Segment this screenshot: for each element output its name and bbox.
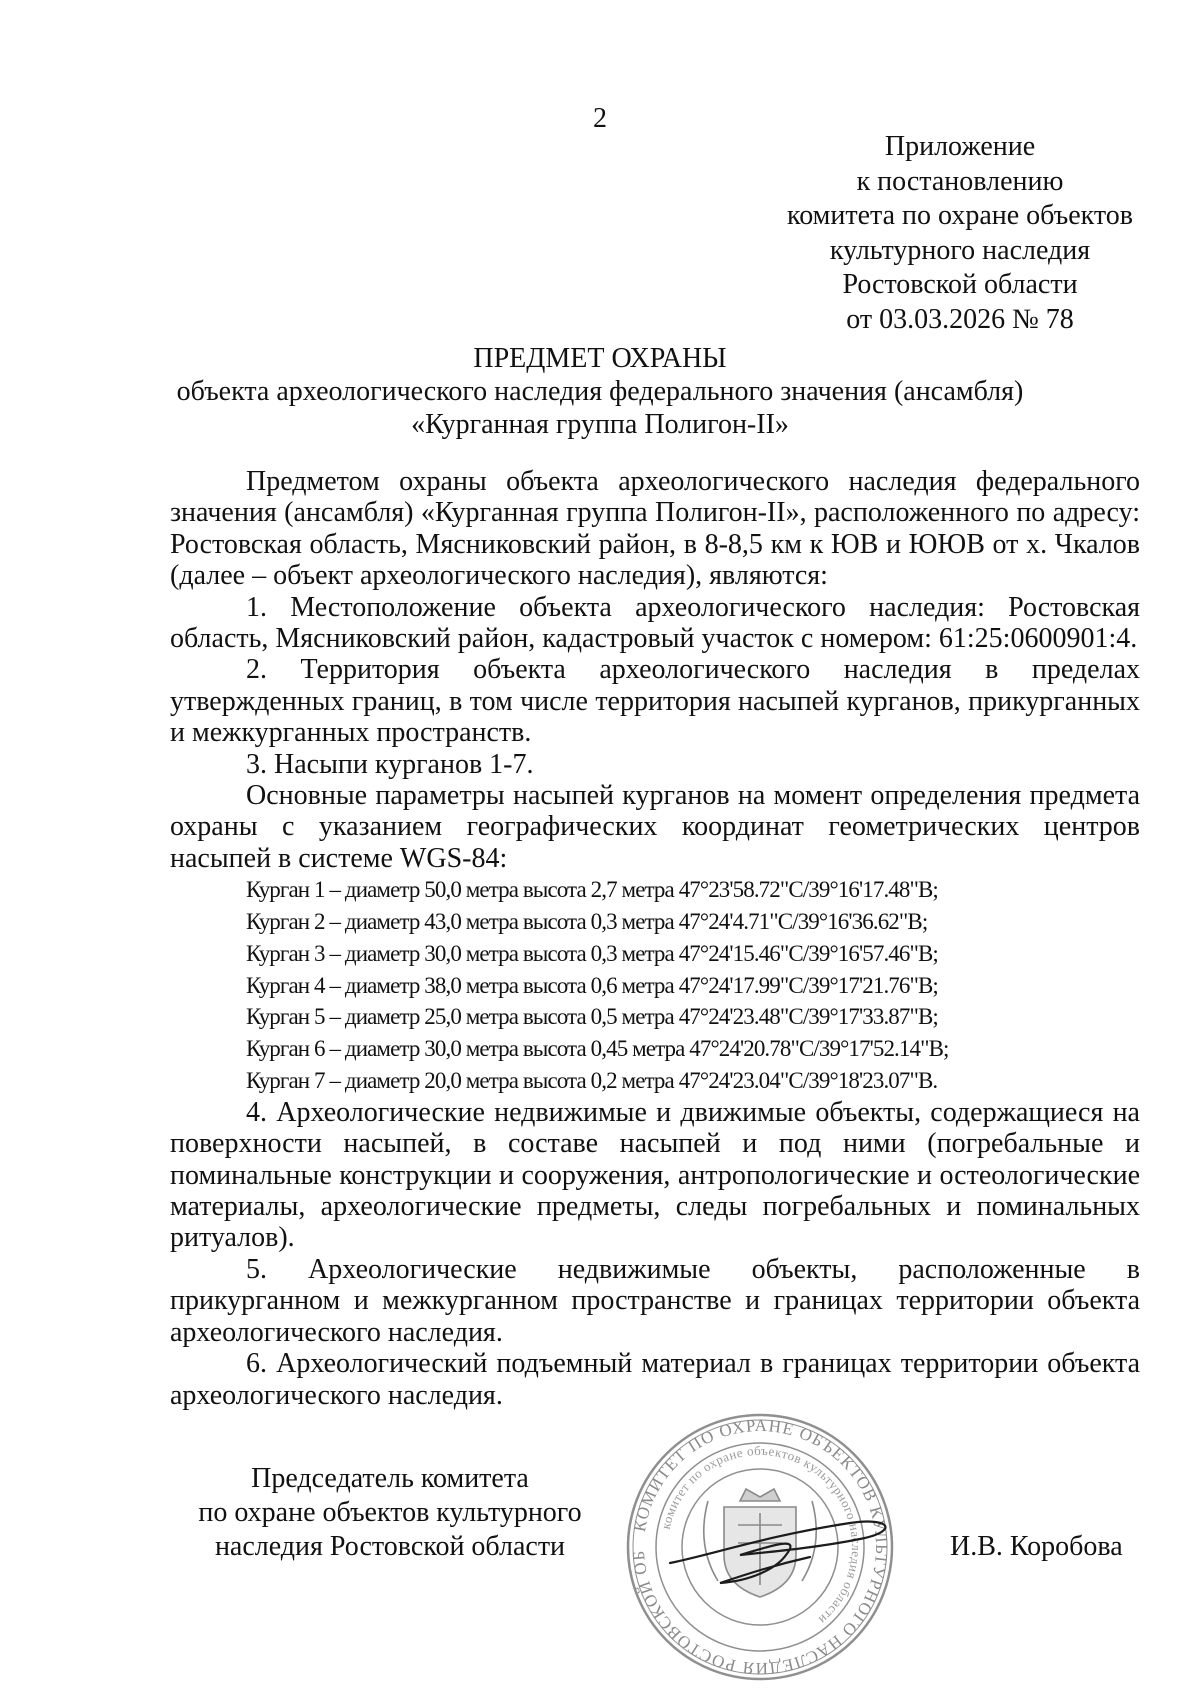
- item-2-paragraph: 2. Территория объекта археологического наследия в пределах утвержденных границ, в том числе территория насыпей курганов, прикурганных и межкурганных пространств.: [170, 654, 1140, 749]
- heading-title: ПРЕДМЕТ ОХРАНЫ: [473, 343, 727, 374]
- intro-paragraph: Предметом охраны объекта археологического наследия федерального значения (ансамбля) «Курганная группа Полигон-II», расположенного по адресу: Ростовская область, Мясниковский район, в 8-8,5 км к ЮВ и ЮЮВ от х. Чкалов (далее – объект археологического наследия), являются:: [170, 466, 1140, 592]
- seal-outer-text: КОМИТЕТ ПО ОХРАНЕ ОБЪЕКТОВ КУЛЬТУРНОГО НАСЛЕДИЯ РОСТОВСКОЙ ОБЛАСТИ: [593, 1390, 892, 1679]
- kurgan-line: Курган 3 – диаметр 30,0 метра высота 0,3 метра 47°24'15.46"С/39°16'57.46"В;: [246, 940, 938, 966]
- signatory-name: И.В. Коробова: [950, 1531, 1123, 1562]
- appendix-date-line: от 03.03.2026 № 78: [846, 303, 1074, 335]
- appendix-line: Ростовской области: [842, 269, 1078, 300]
- item-1-paragraph: 1. Местоположение объекта археологического наследия: Ростовская область, Мясниковский район, кадастровый участок с номером: 61:25:0600901:4.: [170, 591, 1140, 655]
- appendix-block: [720, 130, 1200, 337]
- position-line: Председатель комитета: [251, 1463, 529, 1494]
- appendix-line: к постановлению: [856, 165, 1064, 197]
- kurgan-line: Курган 6 – диаметр 30,0 метра высота 0,45 метра 47°24'20.78"С/39°17'52.14"В;: [246, 1036, 949, 1062]
- kurgan-line: Курган 7 – диаметр 20,0 метра высота 0,2 метра 47°24'23.04"С/39°18'23.07"В.: [246, 1068, 938, 1094]
- official-seal: [593, 1390, 920, 1685]
- heading-object-name: «Курганная группа Полигон-II»: [411, 409, 789, 440]
- kurgan-line: Курган 2 – диаметр 43,0 метра высота 0,3 метра 47°24'4.71"С/39°16'36.62"В;: [246, 909, 928, 935]
- kurgan-line: Курган 4 – диаметр 38,0 метра высота 0,6 метра 47°24'17.99"С/39°17'21.76"В;: [246, 972, 938, 998]
- document-body: [170, 466, 1140, 1411]
- appendix-line: культурного наследия: [829, 234, 1091, 266]
- kurgan-line: Курган 1 – диаметр 50,0 метра высота 2,7 метра 47°23'58.72"С/39°16'17.48"В;: [246, 877, 938, 903]
- item-3-paragraph: 3. Насыпи курганов 1-7.: [246, 748, 534, 780]
- signatory-position: [170, 1462, 610, 1564]
- appendix-line: Приложение: [884, 131, 1036, 162]
- document-heading: [0, 342, 1200, 441]
- item-6-paragraph: 6. Археологический подъемный материал в границах территории объекта археологического наследия.: [170, 1348, 1140, 1411]
- appendix-line: комитета по охране объектов: [787, 200, 1133, 231]
- heading-subtitle: объекта археологического наследия федерального значения (ансамбля): [176, 376, 1024, 407]
- item-5-paragraph: 5. Археологические недвижимые объекты, расположенные в прикурганном и межкурганном пространстве и границах территории объекта археологического наследия.: [170, 1253, 1140, 1348]
- position-line: наследия Ростовской области: [214, 1531, 566, 1562]
- parameters-paragraph: Основные параметры насыпей курганов на момент определения предмета охраны с указанием географических координат геометрических центров насыпей в системе WGS-84:: [170, 780, 1140, 874]
- kurgan-line: Курган 5 – диаметр 25,0 метра высота 0,5 метра 47°24'23.48"С/39°17'33.87"В;: [246, 1004, 938, 1030]
- page-number: 2: [593, 103, 607, 134]
- signature-scribble-icon: [600, 1405, 920, 1685]
- seal-inner-text: комитет по охране объектов культурного наследия области: [657, 1442, 865, 1628]
- position-line: по охране объектов культурного: [198, 1497, 582, 1528]
- item-4-paragraph: 4. Археологические недвижимые и движимые объекты, содержащиеся на поверхности насыпей, в составе насыпей и под ними (погребальные и поминальные конструкции и сооружения, антропологические и остеологические материалы, археологические предметы, следы погребальных и поминальных ритуалов).: [170, 1096, 1140, 1254]
